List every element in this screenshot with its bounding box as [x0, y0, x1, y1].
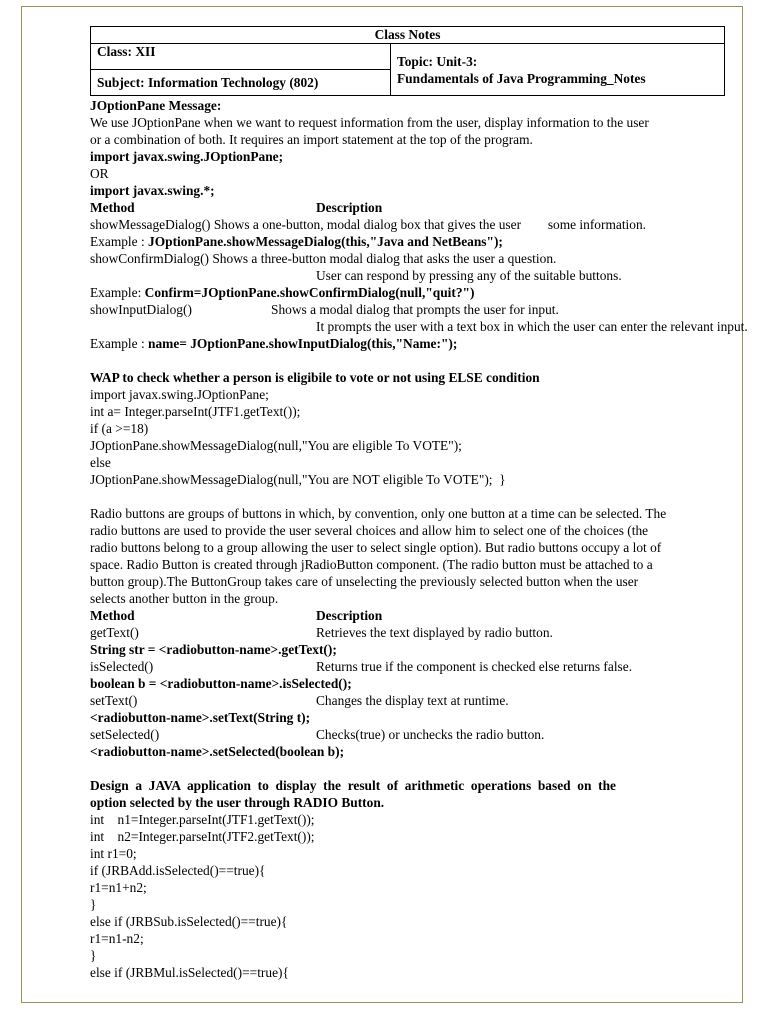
intro-line-1: We use JOptionPane when we want to request information from the user, display information to the user: [90, 115, 649, 130]
document-content: [90, 26, 748, 981]
method-row-1: [90, 216, 725, 233]
method-name: setSelected(): [90, 727, 160, 742]
header-title: Class Notes: [91, 27, 725, 44]
description-header: Description: [316, 608, 383, 623]
code-line: r1=n1-n2;: [90, 931, 144, 946]
example-code: JOptionPane.showMessageDialog(this,"Java and NetBeans");: [148, 234, 503, 249]
vote-program-heading: WAP to check whether a person is eligibile to vote or not using ELSE condition: [90, 370, 540, 385]
method-name: isSelected(): [90, 659, 154, 674]
code-line: if (JRBAdd.isSelected()==true){: [90, 863, 266, 878]
method-name: showMessageDialog(): [90, 217, 211, 232]
arithmetic-heading-line-1: Design a JAVA application to display the result of arithmetic operations based on the: [90, 778, 616, 793]
topic-line-1: Topic: Unit-3:: [397, 53, 478, 69]
or-text: OR: [90, 166, 109, 181]
method-row-2: [90, 250, 725, 267]
method-header-row: [90, 199, 725, 216]
method-description: User can respond by pressing any of the suitable buttons.: [316, 268, 622, 283]
code-line: int n1=Integer.parseInt(JTF1.getText());: [90, 812, 315, 827]
example-label: Example :: [90, 234, 149, 249]
method-row-3: [90, 301, 725, 318]
method-description: Changes the display text at runtime.: [316, 693, 509, 708]
paragraph-line: selects another button in the group.: [90, 591, 279, 606]
method-description: Shows a modal dialog that prompts the user for input.: [271, 302, 559, 317]
radio-button-paragraph: [90, 505, 725, 607]
paragraph-line: radio buttons belong to a group allowing the user to select single option). But radio buttons occupy a lot of: [90, 540, 662, 555]
code-line: int a= Integer.parseInt(JTF1.getText());: [90, 404, 301, 419]
method-description: Shows a three-button modal dialog that asks the user a question.: [209, 251, 557, 266]
code-line: else if (JRBMul.isSelected()==true){: [90, 965, 289, 980]
import-statement-1: import javax.swing.JOptionPane;: [90, 149, 284, 164]
description-header: Description: [316, 200, 383, 215]
joptionpane-heading: JOptionPane Message:: [90, 98, 222, 113]
method-name: showConfirmDialog(): [90, 251, 210, 266]
radio-method-row: [90, 692, 725, 709]
import-statement-2: import javax.swing.*;: [90, 183, 215, 198]
method-description: Returns true if the component is checked else returns false.: [316, 659, 633, 674]
method-description: Checks(true) or unchecks the radio button.: [316, 727, 545, 742]
example-code: Confirm=JOptionPane.showConfirmDialog(null,"quit?"): [144, 285, 475, 300]
example-row-1: [90, 233, 725, 250]
method-name: showInputDialog(): [90, 302, 192, 317]
paragraph-line: space. Radio Button is created through jRadioButton component. (The radio button must be attached to a: [90, 557, 653, 572]
radio-method-code: String str = <radiobutton-name>.getText();: [90, 642, 337, 657]
method-row-2-cont: [90, 267, 725, 284]
code-line: import javax.swing.JOptionPane;: [90, 387, 269, 402]
radio-method-row: [90, 658, 725, 675]
method-header: Method: [90, 200, 135, 215]
method-name: setText(): [90, 693, 138, 708]
code-line: else: [90, 455, 111, 470]
code-line: int r1=0;: [90, 846, 137, 861]
class-cell: Class: XII: [91, 44, 391, 70]
notes-body: [90, 97, 748, 981]
radio-method-code: <radiobutton-name>.setSelected(boolean b);: [90, 744, 345, 759]
method-header-row: [90, 607, 725, 624]
intro-line-2: or a combination of both. It requires an import statement at the top of the program.: [90, 132, 533, 147]
code-line: else if (JRBSub.isSelected()==true){: [90, 914, 288, 929]
method-description: Shows a one-button, modal dialog box that gives the user some information.: [210, 217, 647, 232]
vote-code-block: [90, 386, 725, 488]
paragraph-line: radio buttons are used to provide the user several choices and allow him to select one of the choices (the: [90, 523, 649, 538]
radio-method-row: [90, 624, 725, 641]
code-line: int n2=Integer.parseInt(JTF2.getText());: [90, 829, 315, 844]
arithmetic-code-block: [90, 811, 725, 981]
example-row-3: [90, 335, 725, 352]
header-table: [90, 26, 725, 96]
code-line: }: [90, 948, 97, 963]
paragraph-line: button group).The ButtonGroup takes care of unselecting the previously selected button when the user: [90, 574, 639, 589]
method-description: Retrieves the text displayed by radio button.: [316, 625, 553, 640]
topic-line-2: Fundamentals of Java Programming_Notes: [397, 70, 646, 86]
example-label: Example :: [90, 336, 149, 351]
code-line: if (a >=18): [90, 421, 149, 436]
radio-method-code: boolean b = <radiobutton-name>.isSelected();: [90, 676, 352, 691]
example-code: name= JOptionPane.showInputDialog(this,"Name:");: [148, 336, 458, 351]
code-line: JOptionPane.showMessageDialog(null,"You are eligible To VOTE");: [90, 438, 462, 453]
paragraph-line: Radio buttons are groups of buttons in which, by convention, only one button at a time can be selected. The: [90, 506, 667, 521]
example-row-2: [90, 284, 725, 301]
method-name: getText(): [90, 625, 139, 640]
arithmetic-heading-line-2: option selected by the user through RADIO Button.: [90, 795, 385, 810]
code-line: }: [90, 897, 97, 912]
method-description: It prompts the user with a text box in which the user can enter the relevant input.: [316, 319, 748, 334]
example-label: Example:: [90, 285, 145, 300]
code-line: JOptionPane.showMessageDialog(null,"You are NOT eligible To VOTE"); }: [90, 472, 506, 487]
subject-cell: Subject: Information Technology (802): [91, 70, 391, 96]
method-row-3-cont: [90, 318, 748, 335]
radio-method-code: <radiobutton-name>.setText(String t);: [90, 710, 311, 725]
code-line: r1=n1+n2;: [90, 880, 147, 895]
topic-cell: [391, 44, 725, 96]
radio-method-row: [90, 726, 725, 743]
method-header: Method: [90, 608, 135, 623]
